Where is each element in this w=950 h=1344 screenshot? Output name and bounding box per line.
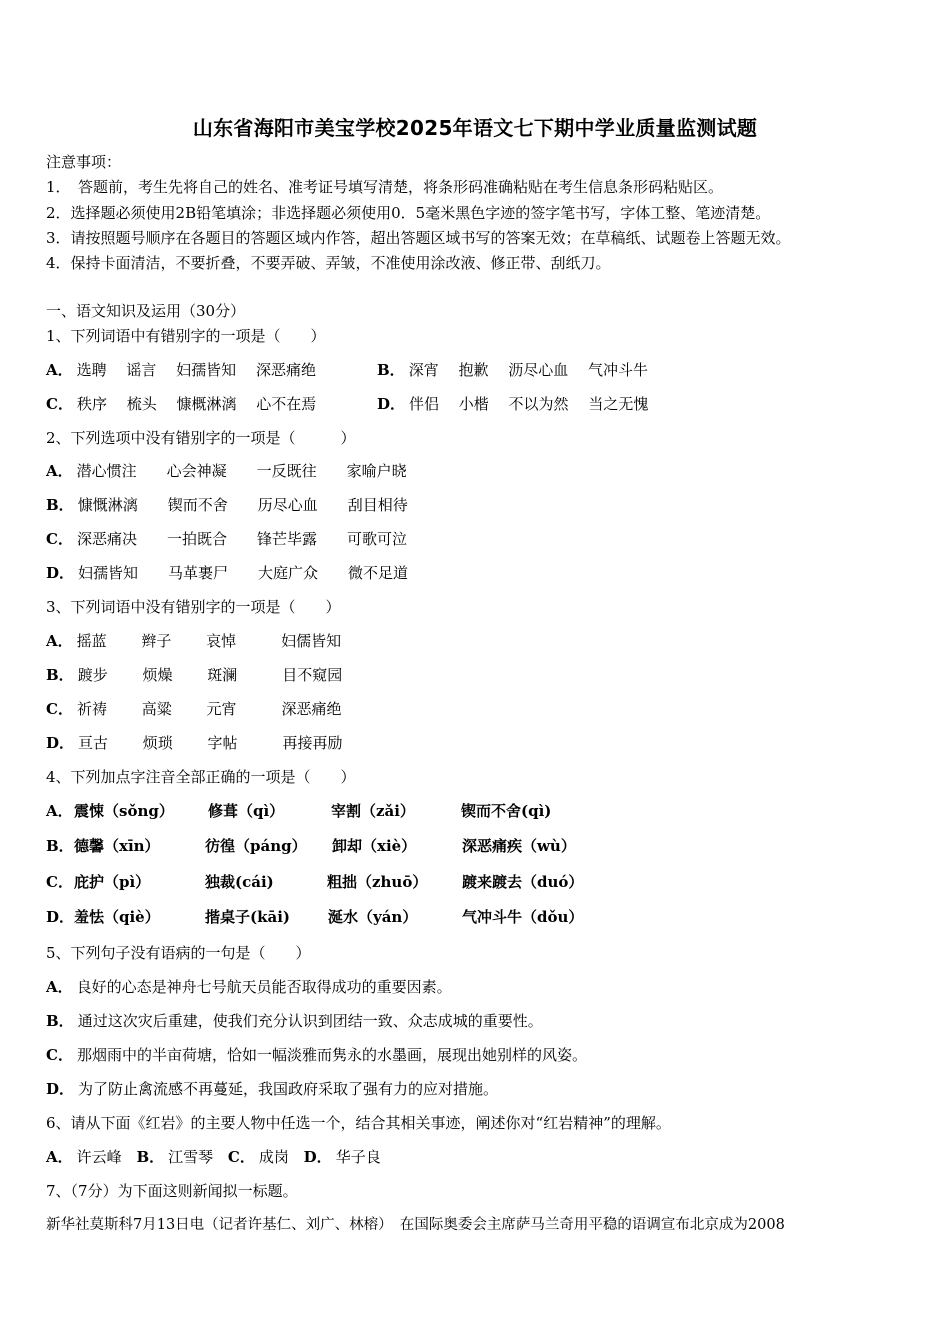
option-text: 江雪琴 (168, 1148, 214, 1166)
option-label: B． (46, 496, 74, 514)
option-label: B． (377, 361, 405, 379)
notice-item-3: 3．请按照题号顺序在各题目的答题区域内作答，超出答题区域书写的答案无效；在草稿纸、试题卷上答题无效。 (46, 229, 791, 247)
option-label: C． (46, 530, 73, 548)
option-word-2: 揩桌子(kāi) (205, 908, 291, 926)
option-label: D． (46, 1080, 75, 1098)
q5-option-a (46, 977, 452, 997)
option-text: 许云峰 (76, 1148, 122, 1166)
option-label: B． (136, 1148, 165, 1166)
option-text: 选聘 谣言 妇孺皆知 深恶痛绝 (76, 361, 316, 379)
page-title: 山东省海阳市美宝学校2025年语文七下期中学业质量监测试题 (192, 116, 758, 140)
option-text: 华子良 (335, 1148, 381, 1166)
q1-option-b (377, 360, 648, 380)
q2-option-d (46, 563, 408, 583)
option-label: A． (46, 632, 73, 650)
option-label: D． (46, 734, 75, 752)
option-label: A． (46, 1148, 73, 1166)
q5-option-d (46, 1079, 498, 1099)
option-text: 秩序 梳头 慷概淋漓 心不在焉 (76, 395, 317, 413)
option-word-4: 气冲斗牛（dǒu） (462, 908, 584, 926)
option-text: 摇蓝 辫子 哀悼 妇儒皆知 (76, 632, 342, 650)
option-word-3: 卸却（xiè） (332, 837, 417, 855)
option-text: 成岗 (258, 1148, 289, 1166)
option-word-4: 深恶痛疾（wù） (462, 837, 576, 855)
q1-option-c (46, 394, 316, 414)
question-7-stem: 7、（7分）为下面这则新闻拟一标题。 (46, 1182, 298, 1200)
q6-options (46, 1147, 381, 1167)
option-label: B． (46, 837, 74, 855)
q2-option-a (46, 461, 407, 481)
q5-option-b (46, 1011, 543, 1031)
option-label: D． (46, 908, 75, 926)
q5-option-c (46, 1045, 587, 1065)
option-label: D． (303, 1148, 332, 1166)
option-word-4: 踱来踱去（duó） (462, 873, 584, 891)
question-5-stem: 5、下列句子没有语病的一句是（ ） (46, 944, 311, 962)
question-6-stem: 6、请从下面《红岩》的主要人物中任选一个，结合其相关事迹，阐述你对“红岩精神”的理解。 (46, 1114, 671, 1132)
option-word-1: 庇护（pì） (74, 873, 151, 891)
q2-option-c (46, 529, 407, 549)
option-label: B． (46, 666, 74, 684)
q2-option-b (46, 495, 408, 515)
option-label: A． (46, 802, 73, 820)
option-label: A． (46, 462, 73, 480)
option-text: 伴侣 小楷 不以为然 当之无愧 (409, 395, 649, 413)
notice-item-1: 1． 答题前，考生先将自己的姓名、准考证号填写清楚，将条形码准确粘贴在考生信息条形码粘贴区。 (46, 178, 724, 196)
option-label: C． (46, 395, 73, 413)
q3-option-d (46, 733, 343, 753)
option-label: C． (46, 700, 73, 718)
option-text: 为了防止禽流感不再蔓延，我国政府采取了强有力的应对措施。 (78, 1080, 499, 1098)
option-label: C． (46, 873, 73, 891)
option-label: B． (46, 1012, 74, 1030)
option-label: A． (46, 361, 73, 379)
option-text: 那烟雨中的半亩荷塘，恰如一幅淡雅而隽永的水墨画，展现出她别样的风姿。 (76, 1046, 587, 1064)
notice-item-2: 2．选择题必须使用2B铅笔填涂；非选择题必须使用0．5毫米黑色字迹的签字笔书写，字体工整、笔迹清楚。 (46, 204, 771, 222)
section-heading: 一、语文知识及运用（30分） (46, 302, 246, 320)
option-text: 亘古 烦琐 字帖 再接再励 (78, 734, 343, 752)
question-4-stem: 4、下列加点字注音全部正确的一项是（ ） (46, 768, 356, 786)
option-text: 踱步 烦燥 斑澜 目不窥园 (77, 666, 343, 684)
notice-item-4: 4．保持卡面清洁，不要折叠，不要弄破、弄皱，不准使用涂改液、修正带、刮纸刀。 (46, 254, 611, 272)
option-word-4: 锲而不舍(qì) (461, 802, 552, 820)
option-text: 深宵 抱歉 沥尽心血 气冲斗牛 (408, 361, 648, 379)
option-word-1: 羞怯（qiè） (74, 908, 160, 926)
option-text: 潜心惯注 心会神凝 一反既往 家喻户晓 (76, 462, 407, 480)
news-passage: 新华社莫斯科7月13日电（记者许基仁、刘广、林榕） 在国际奥委会主席萨马兰奇用平稳的语调宣布北京成为2008 (46, 1217, 785, 1233)
option-label: A． (46, 978, 73, 996)
option-word-1: 德馨（xīn） (74, 837, 160, 855)
option-word-1: 震悚（sǒng） (74, 802, 174, 820)
option-text: 妇孺皆知 马革裹尸 大庭广众 微不足道 (78, 564, 409, 582)
option-label: D． (46, 564, 75, 582)
option-text: 良好的心态是神舟七号航天员能否取得成功的重要因素。 (76, 978, 452, 996)
option-text: 祈祷 高粱 元宵 深恶痛绝 (76, 700, 342, 718)
question-1-stem: 1、下列词语中有错别字的一项是（ ） (46, 327, 326, 345)
option-text: 通过这次灾后重建，使我们充分认识到团结一致、众志成城的重要性。 (77, 1012, 543, 1030)
q1-option-d (377, 394, 648, 414)
option-word-3: 宰割（zǎi） (331, 802, 415, 820)
option-word-3: 涎水（yán） (328, 908, 418, 926)
notice-heading: 注意事项： (46, 153, 122, 171)
question-3-stem: 3、下列词语中没有错别字的一项是（ ） (46, 598, 341, 616)
option-word-3: 粗拙（zhuō） (327, 873, 428, 891)
q3-option-a (46, 631, 341, 651)
option-label: D． (377, 395, 406, 413)
option-text: 深恶痛决 一拍既合 锋芒毕露 可歌可泣 (76, 530, 407, 548)
q3-option-c (46, 699, 342, 719)
option-text: 慷慨淋漓 锲而不舍 历尽心血 刮目相待 (77, 496, 408, 514)
q3-option-b (46, 665, 342, 685)
option-word-2: 彷徨（páng） (205, 837, 307, 855)
question-2-stem: 2、下列选项中没有错别字的一项是（ ） (46, 429, 356, 447)
option-label: C． (227, 1148, 255, 1166)
q1-option-a (46, 360, 316, 380)
option-word-2: 独裁(cái) (205, 873, 274, 891)
option-label: C． (46, 1046, 73, 1064)
option-word-2: 修葺（qì） (208, 802, 285, 820)
